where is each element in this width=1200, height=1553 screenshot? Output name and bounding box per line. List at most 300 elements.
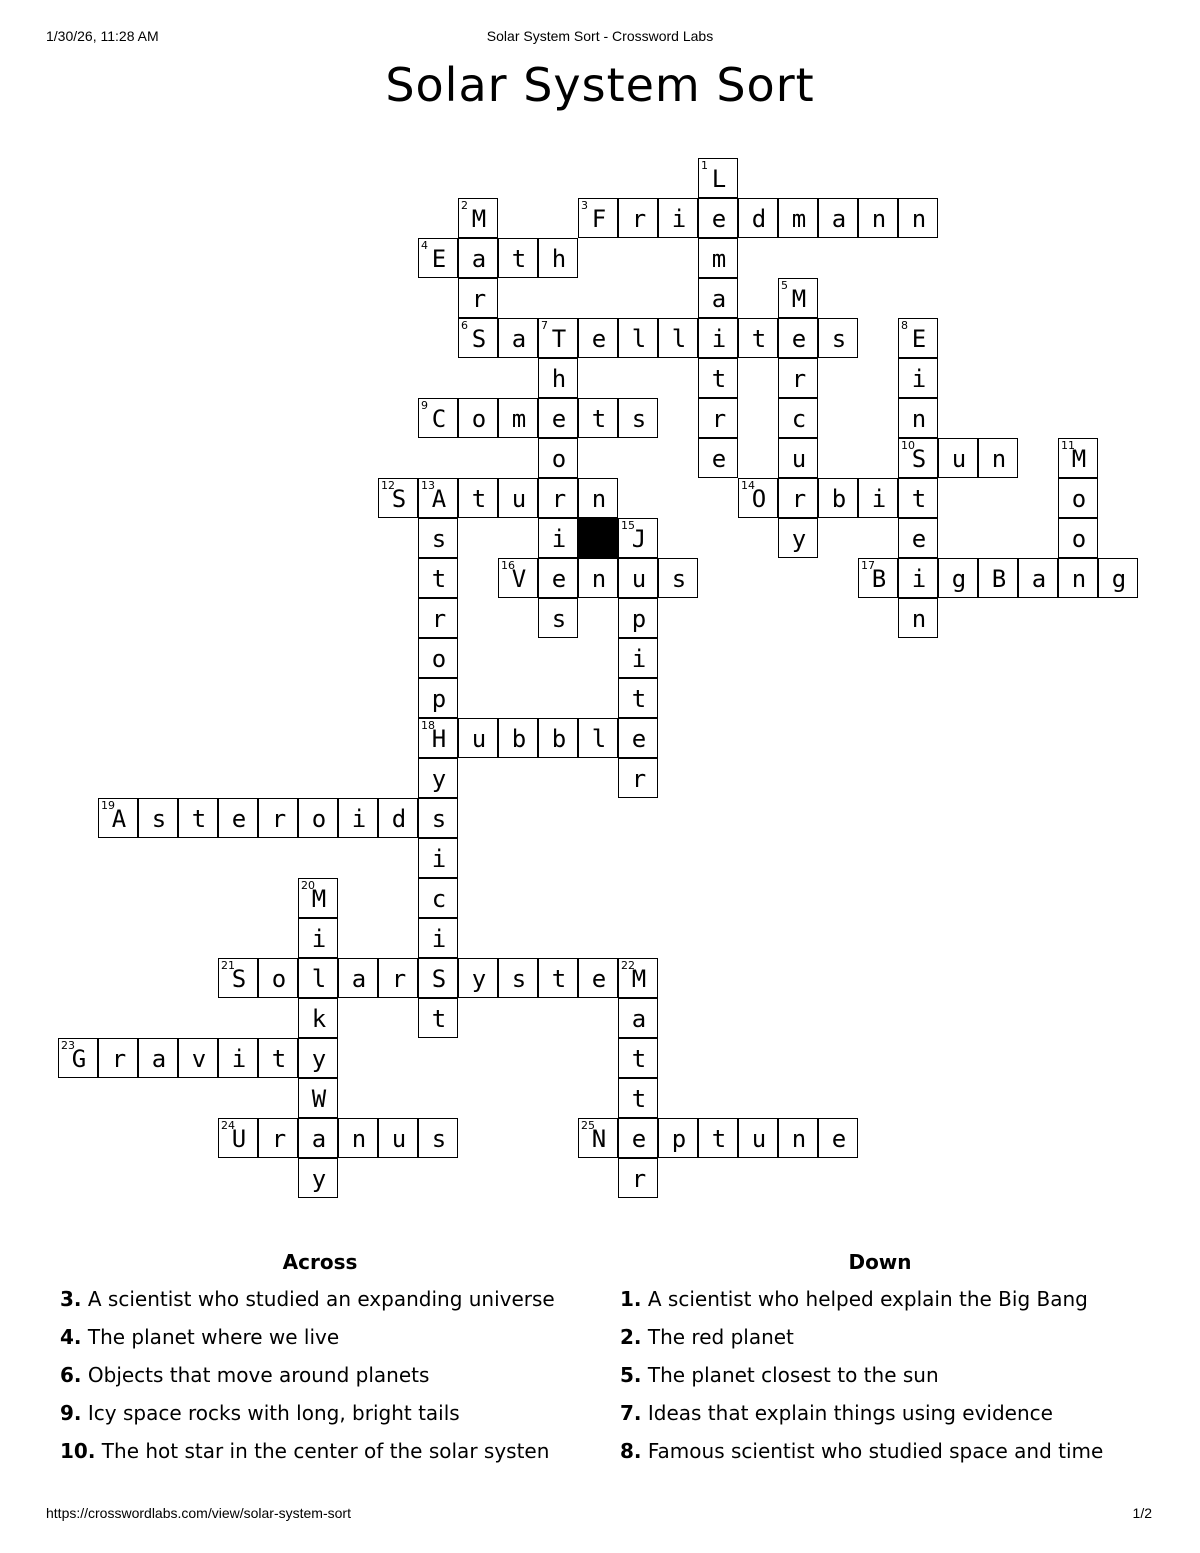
- grid-cell[interactable]: [538, 718, 578, 758]
- grid-cell[interactable]: [578, 198, 618, 238]
- grid-cell[interactable]: [378, 798, 418, 838]
- cell-letter: B: [991, 565, 1007, 593]
- clue-item-text: The red planet: [647, 1325, 794, 1349]
- grid-cell[interactable]: [298, 918, 338, 958]
- grid-cell[interactable]: [298, 958, 338, 998]
- across-heading: Across: [282, 1250, 358, 1274]
- grid-cell[interactable]: [618, 998, 658, 1038]
- grid-cell[interactable]: [738, 318, 778, 358]
- grid-cell[interactable]: [418, 758, 458, 798]
- grid-cell[interactable]: [538, 478, 578, 518]
- clue-number: 9: [421, 399, 428, 412]
- cell-letter: o: [431, 645, 447, 673]
- grid-cell[interactable]: [698, 198, 738, 238]
- grid-cell[interactable]: [218, 1038, 258, 1078]
- cell-letter: n: [911, 405, 927, 433]
- grid-cell[interactable]: [498, 478, 538, 518]
- cell-letter: n: [871, 205, 887, 233]
- clue-number: 17: [861, 559, 875, 572]
- cell-letter: e: [551, 565, 567, 593]
- grid-cell[interactable]: [778, 198, 818, 238]
- clue-item-text: The hot star in the center of the solar systen: [101, 1439, 550, 1463]
- cell-letter: t: [431, 565, 447, 593]
- grid-cell[interactable]: [858, 558, 898, 598]
- cell-letter: h: [551, 365, 567, 393]
- grid-cell[interactable]: [658, 318, 698, 358]
- cell-letter: s: [151, 805, 167, 833]
- clue-number: 22: [621, 959, 635, 972]
- clue-number: 4: [421, 239, 428, 252]
- cell-letter: r: [791, 485, 807, 513]
- grid-cell[interactable]: [418, 998, 458, 1038]
- clue-item-number: 8.: [620, 1439, 642, 1463]
- cell-letter: S: [231, 965, 247, 993]
- cell-letter: e: [631, 1125, 647, 1153]
- grid-cell[interactable]: [898, 318, 938, 358]
- cell-letter: u: [631, 565, 647, 593]
- cell-letter: i: [551, 525, 567, 553]
- grid-cell[interactable]: [618, 558, 658, 598]
- grid-cell[interactable]: [698, 1118, 738, 1158]
- clue-number: 23: [61, 1039, 75, 1052]
- grid-cell[interactable]: [898, 358, 938, 398]
- grid-cell[interactable]: [538, 558, 578, 598]
- grid-cell[interactable]: [418, 238, 458, 278]
- cell-letter: s: [431, 805, 447, 833]
- grid-cell[interactable]: [578, 958, 618, 998]
- clue-number: 2: [461, 199, 468, 212]
- cell-letter: M: [631, 965, 647, 993]
- clue-number: 7: [541, 319, 548, 332]
- grid-cell[interactable]: [298, 878, 338, 918]
- clue-item: [60, 1356, 580, 1394]
- cell-letter: i: [631, 645, 647, 673]
- cell-letter: t: [751, 325, 767, 353]
- cell-letter: n: [591, 485, 607, 513]
- grid-cell[interactable]: [778, 438, 818, 478]
- cell-letter: u: [391, 1125, 407, 1153]
- cell-letter: V: [511, 565, 527, 593]
- grid-cell[interactable]: [378, 1118, 418, 1158]
- cell-letter: H: [431, 725, 447, 753]
- cell-letter: o: [1071, 525, 1087, 553]
- cell-letter: a: [151, 1045, 167, 1073]
- grid-cell[interactable]: [538, 598, 578, 638]
- grid-cell[interactable]: [498, 238, 538, 278]
- grid-cell[interactable]: [618, 678, 658, 718]
- grid-cell[interactable]: [298, 798, 338, 838]
- cell-letter: i: [711, 325, 727, 353]
- cell-letter: e: [911, 525, 927, 553]
- cell-letter: s: [511, 965, 527, 993]
- grid-cell[interactable]: [898, 598, 938, 638]
- grid-cell[interactable]: [578, 1118, 618, 1158]
- clue-item-number: 7.: [620, 1401, 642, 1425]
- cell-letter: i: [351, 805, 367, 833]
- cell-letter: a: [831, 205, 847, 233]
- cell-letter: o: [271, 965, 287, 993]
- cell-letter: r: [431, 605, 447, 633]
- cell-letter: t: [631, 1085, 647, 1113]
- cell-letter: i: [431, 845, 447, 873]
- grid-cell[interactable]: [458, 318, 498, 358]
- grid-cell[interactable]: [618, 758, 658, 798]
- cell-letter: t: [631, 685, 647, 713]
- cell-letter: M: [1071, 445, 1087, 473]
- cell-letter: t: [591, 405, 607, 433]
- cell-letter: a: [511, 325, 527, 353]
- clue-number: 18: [421, 719, 435, 732]
- grid-cell[interactable]: [1058, 558, 1098, 598]
- cell-letter: S: [471, 325, 487, 353]
- cell-letter: n: [1071, 565, 1087, 593]
- cell-letter: e: [711, 205, 727, 233]
- grid-cell[interactable]: [738, 478, 778, 518]
- cell-letter: A: [111, 805, 127, 833]
- cell-letter: J: [631, 525, 647, 553]
- grid-cell[interactable]: [418, 598, 458, 638]
- cell-letter: i: [231, 1045, 247, 1073]
- grid-cell[interactable]: [98, 1038, 138, 1078]
- grid-cell[interactable]: [578, 478, 618, 518]
- grid-cell[interactable]: [658, 198, 698, 238]
- grid-cell[interactable]: [778, 478, 818, 518]
- clue-item-number: 5.: [620, 1363, 642, 1387]
- clue-item-number: 6.: [60, 1363, 82, 1387]
- cell-letter: u: [791, 445, 807, 473]
- grid-cell[interactable]: [618, 1118, 658, 1158]
- grid-cell[interactable]: [618, 638, 658, 678]
- cell-letter: t: [631, 1045, 647, 1073]
- cell-letter: r: [271, 1125, 287, 1153]
- grid-cell[interactable]: [258, 1038, 298, 1078]
- cell-letter: t: [711, 1125, 727, 1153]
- grid-cell[interactable]: [898, 398, 938, 438]
- grid-cell[interactable]: [898, 198, 938, 238]
- cell-letter: t: [911, 485, 927, 513]
- grid-cell[interactable]: [1018, 558, 1058, 598]
- cell-letter: e: [591, 965, 607, 993]
- grid-cell[interactable]: [698, 278, 738, 318]
- grid-cell[interactable]: [858, 478, 898, 518]
- cell-letter: m: [711, 245, 727, 273]
- grid-cell[interactable]: [98, 798, 138, 838]
- grid-cell[interactable]: [618, 1158, 658, 1198]
- cell-letter: a: [631, 1005, 647, 1033]
- grid-cell[interactable]: [178, 1038, 218, 1078]
- grid-cell[interactable]: [658, 1118, 698, 1158]
- cell-letter: e: [631, 725, 647, 753]
- cell-letter: n: [351, 1125, 367, 1153]
- cell-letter: d: [391, 805, 407, 833]
- grid-cell[interactable]: [418, 798, 458, 838]
- grid-cell[interactable]: [538, 438, 578, 478]
- clue-item-number: 2.: [620, 1325, 642, 1349]
- cell-letter: i: [911, 565, 927, 593]
- grid-cell[interactable]: [538, 958, 578, 998]
- grid-cell[interactable]: [618, 518, 658, 558]
- clue-number: 25: [581, 1119, 595, 1132]
- cell-letter: y: [791, 525, 807, 553]
- grid-cell[interactable]: [698, 358, 738, 398]
- cell-letter: y: [471, 965, 487, 993]
- grid-cell[interactable]: [218, 1118, 258, 1158]
- cell-letter: F: [591, 205, 607, 233]
- cell-letter: c: [791, 405, 807, 433]
- cell-letter: a: [351, 965, 367, 993]
- cell-letter: t: [551, 965, 567, 993]
- cell-letter: r: [791, 365, 807, 393]
- grid-cell[interactable]: [418, 638, 458, 678]
- clue-number: 21: [221, 959, 235, 972]
- grid-cell[interactable]: [418, 958, 458, 998]
- clue-number: 5: [781, 279, 788, 292]
- grid-cell[interactable]: [58, 1038, 98, 1078]
- grid-cell[interactable]: [298, 1158, 338, 1198]
- cell-letter: a: [311, 1125, 327, 1153]
- grid-cell[interactable]: [698, 398, 738, 438]
- grid-cell[interactable]: [258, 1118, 298, 1158]
- cell-letter: y: [311, 1045, 327, 1073]
- grid-cell[interactable]: [418, 718, 458, 758]
- grid-cell[interactable]: [818, 198, 858, 238]
- grid-cell[interactable]: [498, 318, 538, 358]
- grid-cell[interactable]: [738, 1118, 778, 1158]
- grid-cell[interactable]: [418, 1118, 458, 1158]
- grid-cell[interactable]: [458, 398, 498, 438]
- grid-cell[interactable]: [138, 1038, 178, 1078]
- cell-letter: r: [551, 485, 567, 513]
- cell-letter: p: [631, 605, 647, 633]
- clue-item-text: The planet where we live: [87, 1325, 340, 1349]
- cell-letter: g: [951, 565, 967, 593]
- grid-cell[interactable]: [458, 278, 498, 318]
- grid-cell[interactable]: [618, 318, 658, 358]
- cell-letter: E: [431, 245, 447, 273]
- grid-cell[interactable]: [298, 1078, 338, 1118]
- clue-item-number: 4.: [60, 1325, 82, 1349]
- grid-cell[interactable]: [538, 358, 578, 398]
- puzzle-title: Solar System Sort: [385, 58, 815, 112]
- grid-cell[interactable]: [418, 398, 458, 438]
- grid-cell[interactable]: [418, 878, 458, 918]
- cell-letter: e: [591, 325, 607, 353]
- cell-letter: S: [431, 965, 447, 993]
- clue-number: 6: [461, 319, 468, 332]
- cell-letter: M: [311, 885, 327, 913]
- cell-letter: n: [991, 445, 1007, 473]
- grid-cell[interactable]: [938, 558, 978, 598]
- cell-letter: a: [711, 285, 727, 313]
- grid-cell[interactable]: [258, 798, 298, 838]
- clue-number: 24: [221, 1119, 235, 1132]
- clue-item-text: Ideas that explain things using evidence: [647, 1401, 1053, 1425]
- cell-letter: b: [511, 725, 527, 753]
- grid-cell[interactable]: [458, 718, 498, 758]
- grid-cell[interactable]: [698, 158, 738, 198]
- cell-letter: A: [431, 485, 447, 513]
- grid-cell[interactable]: [978, 438, 1018, 478]
- grid-cell[interactable]: [418, 678, 458, 718]
- grid-cell[interactable]: [658, 558, 698, 598]
- grid-cell[interactable]: [618, 198, 658, 238]
- clue-number: 19: [101, 799, 115, 812]
- cell-letter: s: [671, 565, 687, 593]
- grid-cell[interactable]: [338, 798, 378, 838]
- grid-cell[interactable]: [818, 478, 858, 518]
- grid-cell[interactable]: [298, 1118, 338, 1158]
- cell-letter: B: [871, 565, 887, 593]
- grid-cell[interactable]: [778, 518, 818, 558]
- cell-letter: e: [231, 805, 247, 833]
- grid-cell[interactable]: [458, 238, 498, 278]
- grid-cell[interactable]: [378, 958, 418, 998]
- grid-cell[interactable]: [898, 478, 938, 518]
- print-datetime: 1/30/26, 11:28 AM: [46, 28, 159, 44]
- clue-number: 1: [701, 159, 708, 172]
- grid-cell[interactable]: [218, 958, 258, 998]
- grid-cell[interactable]: [418, 478, 458, 518]
- clue-item: [620, 1432, 1140, 1470]
- grid-cell[interactable]: [498, 958, 538, 998]
- clue-number: 3: [581, 199, 588, 212]
- grid-cell[interactable]: [378, 478, 418, 518]
- grid-cell[interactable]: [578, 398, 618, 438]
- clue-item-number: 9.: [60, 1401, 82, 1425]
- grid-cell[interactable]: [698, 238, 738, 278]
- grid-cell[interactable]: [1058, 438, 1098, 478]
- cell-letter: c: [431, 885, 447, 913]
- cell-letter: e: [791, 325, 807, 353]
- grid-cell[interactable]: [738, 198, 778, 238]
- grid-cell[interactable]: [138, 798, 178, 838]
- cell-letter: l: [671, 325, 687, 353]
- cell-letter: m: [511, 405, 527, 433]
- grid-cell[interactable]: [258, 958, 298, 998]
- grid-cell[interactable]: [458, 958, 498, 998]
- grid-cell[interactable]: [298, 998, 338, 1038]
- print-page-number: 1/2: [1132, 1505, 1152, 1521]
- cell-letter: p: [431, 685, 447, 713]
- grid-cell[interactable]: [498, 718, 538, 758]
- grid-cell[interactable]: [778, 318, 818, 358]
- cell-letter: h: [551, 245, 567, 273]
- grid-cell[interactable]: [538, 518, 578, 558]
- grid-cell[interactable]: [498, 558, 538, 598]
- grid-cell[interactable]: [418, 518, 458, 558]
- cell-letter: t: [511, 245, 527, 273]
- grid-cell[interactable]: [618, 598, 658, 638]
- grid-cell[interactable]: [618, 398, 658, 438]
- grid-cell[interactable]: [938, 438, 978, 478]
- grid-cell[interactable]: [818, 1118, 858, 1158]
- grid-cell[interactable]: [578, 318, 618, 358]
- cell-letter: b: [831, 485, 847, 513]
- cell-letter: e: [831, 1125, 847, 1153]
- grid-cell[interactable]: [898, 558, 938, 598]
- grid-cell[interactable]: [618, 1038, 658, 1078]
- clue-number: 14: [741, 479, 755, 492]
- grid-cell[interactable]: [178, 798, 218, 838]
- grid-cell[interactable]: [458, 198, 498, 238]
- cell-letter: u: [511, 485, 527, 513]
- grid-cell[interactable]: [578, 718, 618, 758]
- grid-cell[interactable]: [618, 1078, 658, 1118]
- grid-cell[interactable]: [1058, 478, 1098, 518]
- grid-cell[interactable]: [618, 718, 658, 758]
- grid-cell[interactable]: [778, 398, 818, 438]
- grid-cell[interactable]: [338, 1118, 378, 1158]
- cell-letter: p: [671, 1125, 687, 1153]
- clue-item-text: A scientist who studied an expanding universe: [87, 1287, 555, 1311]
- cell-letter: M: [791, 285, 807, 313]
- cell-letter: s: [431, 1125, 447, 1153]
- grid-cell[interactable]: [698, 438, 738, 478]
- cell-letter: r: [631, 1165, 647, 1193]
- clue-item-text: Objects that move around planets: [87, 1363, 430, 1387]
- cell-letter: s: [551, 605, 567, 633]
- cell-letter: T: [551, 325, 567, 353]
- clue-number: 15: [621, 519, 635, 532]
- grid-cell[interactable]: [978, 558, 1018, 598]
- grid-cell[interactable]: [698, 318, 738, 358]
- cell-letter: i: [311, 925, 327, 953]
- grid-cell[interactable]: [578, 558, 618, 598]
- grid-cell[interactable]: [418, 918, 458, 958]
- grid-cell[interactable]: [498, 398, 538, 438]
- grid-cell[interactable]: [538, 318, 578, 358]
- cell-letter: n: [911, 205, 927, 233]
- grid-cell[interactable]: [898, 518, 938, 558]
- grid-cell[interactable]: [858, 198, 898, 238]
- grid-cell[interactable]: [818, 318, 858, 358]
- cell-letter: a: [471, 245, 487, 273]
- grid-cell[interactable]: [298, 1038, 338, 1078]
- grid-cell[interactable]: [538, 238, 578, 278]
- grid-cell[interactable]: [778, 278, 818, 318]
- grid-cell[interactable]: [618, 958, 658, 998]
- grid-cell[interactable]: [1098, 558, 1138, 598]
- cell-letter: d: [751, 205, 767, 233]
- down-clue-list: [620, 1280, 1140, 1470]
- cell-letter: n: [791, 1125, 807, 1153]
- cell-letter: m: [791, 205, 807, 233]
- cell-letter: r: [711, 405, 727, 433]
- grid-cell[interactable]: [218, 798, 258, 838]
- cell-letter: t: [711, 365, 727, 393]
- cell-letter: i: [871, 485, 887, 513]
- grid-cell[interactable]: [778, 358, 818, 398]
- cell-letter: W: [311, 1085, 327, 1113]
- grid-cell[interactable]: [338, 958, 378, 998]
- cell-letter: s: [831, 325, 847, 353]
- cell-letter: o: [311, 805, 327, 833]
- down-clues: [620, 1250, 1140, 1470]
- clue-item: [60, 1432, 580, 1470]
- cell-letter: O: [751, 485, 767, 513]
- grid-cell[interactable]: [898, 438, 938, 478]
- grid-cell[interactable]: [418, 838, 458, 878]
- grid-cell[interactable]: [538, 398, 578, 438]
- cell-letter: n: [911, 605, 927, 633]
- grid-cell[interactable]: [418, 558, 458, 598]
- clue-number: 8: [901, 319, 908, 332]
- grid-cell[interactable]: [1058, 518, 1098, 558]
- cell-letter: E: [911, 325, 927, 353]
- grid-cell[interactable]: [458, 478, 498, 518]
- grid-cell[interactable]: [778, 1118, 818, 1158]
- cell-letter: i: [911, 365, 927, 393]
